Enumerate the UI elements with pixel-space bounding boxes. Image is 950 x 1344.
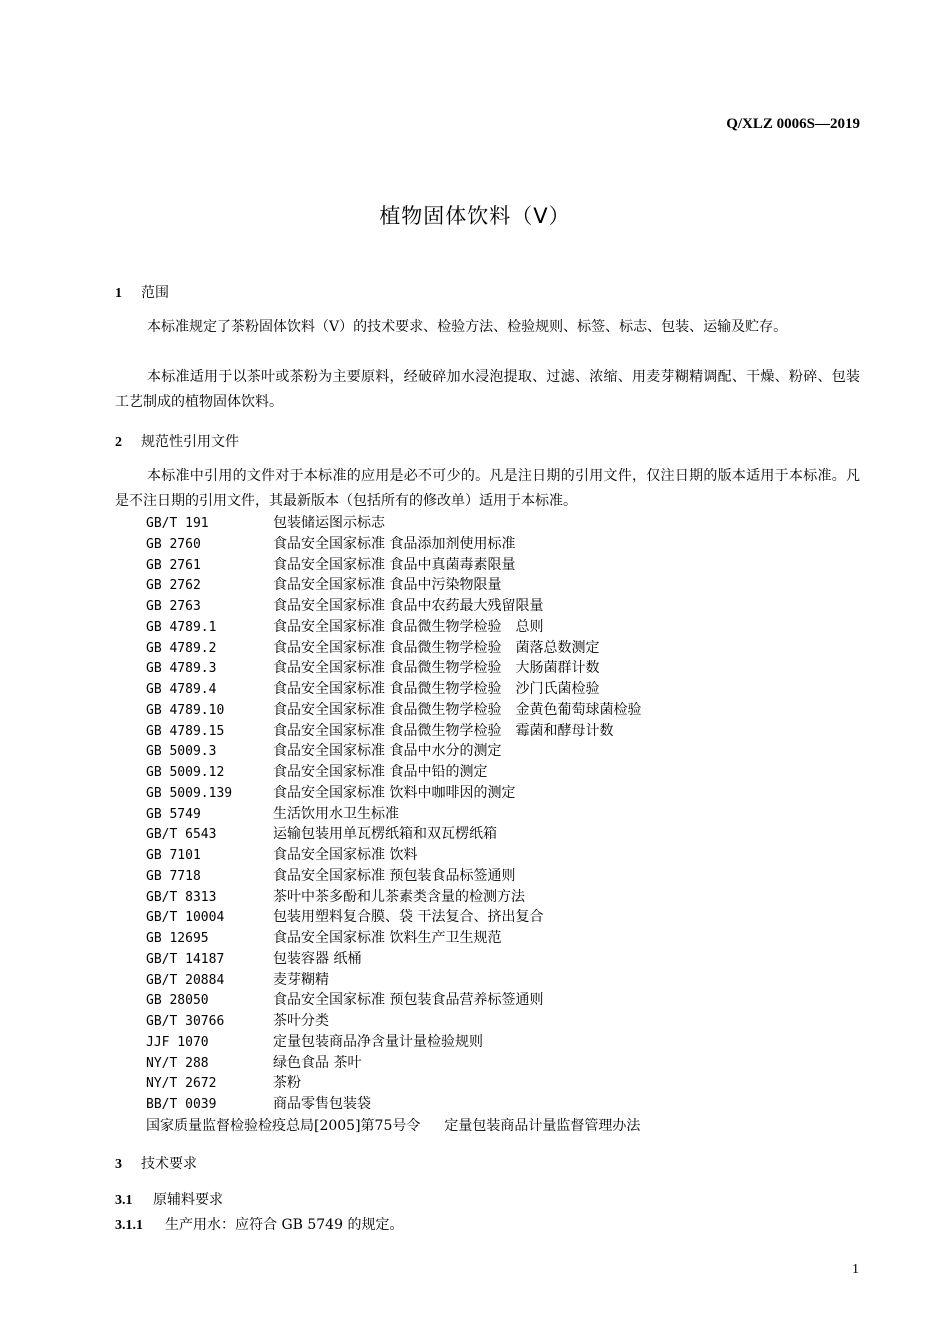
scope-paragraph-1: 本标准规定了茶粉固体饮料（Ⅴ）的技术要求、检验方法、检验规则、标签、标志、包装、运输及贮存。 <box>147 319 788 335</box>
reference-title: 茶叶中茶多酚和儿茶素类含量的检测方法 <box>273 888 525 905</box>
reference-code: 国家质量监督检验检疫总局[2005]第75号令 <box>146 1117 421 1134</box>
reference-code: BB/T 0039 <box>146 1097 217 1112</box>
reference-code: GB 4789.2 <box>146 640 217 656</box>
reference-code: GB 7718 <box>146 868 201 884</box>
reference-item <box>146 1094 641 1115</box>
reference-title: 食品安全国家标准 饮料 <box>273 847 418 863</box>
reference-title: 包装用塑料复合膜、袋 干法复合、挤出复合 <box>273 909 544 926</box>
reference-code: GB 4789.15 <box>146 723 225 739</box>
standard-code: Q/XLZ 0006S—2019 <box>726 116 860 132</box>
section-number: 3 <box>115 1157 122 1172</box>
reference-title: 食品安全国家标准 食品微生物学检验 总则 <box>273 618 544 635</box>
reference-item-decree <box>146 1116 641 1137</box>
reference-item <box>146 783 641 804</box>
reference-title: 食品安全国家标准 饮料中咖啡因的测定 <box>273 784 516 801</box>
reference-list <box>146 513 641 1137</box>
reference-code: JJF 1070 <box>146 1034 209 1050</box>
reference-code: GB 2761 <box>146 557 201 573</box>
reference-title: 麦芽糊精 <box>273 971 329 988</box>
reference-title: 商品零售包装袋 <box>273 1096 371 1112</box>
subsection-text: ：应符合 GB 5749 的规定。 <box>221 1217 404 1233</box>
reference-item <box>146 721 641 742</box>
reference-item <box>146 1032 641 1053</box>
reference-code: GB 5749 <box>146 806 201 822</box>
section-number: 1 <box>115 286 122 301</box>
document-title: 植物固体饮料（Ⅴ） <box>379 204 571 228</box>
reference-code: GB/T 10004 <box>146 910 225 926</box>
page-number: 1 <box>852 1262 859 1277</box>
reference-item <box>146 990 641 1011</box>
reference-item <box>146 824 641 845</box>
reference-title: 食品安全国家标准 食品添加剂使用标准 <box>273 535 516 552</box>
reference-code: NY/T 288 <box>146 1055 209 1071</box>
reference-item <box>146 555 641 576</box>
reference-title: 食品安全国家标准 预包装食品标签通则 <box>273 867 516 884</box>
reference-title: 定量包装商品计量监督管理办法 <box>444 1117 641 1134</box>
reference-code: GB 12695 <box>146 931 209 946</box>
reference-code: GB 5009.12 <box>146 765 225 780</box>
reference-code: GB/T 14187 <box>146 951 225 967</box>
section-1-heading <box>115 282 169 302</box>
reference-code: GB 28050 <box>146 993 209 1009</box>
reference-title: 食品安全国家标准 食品微生物学检验 菌落总数测定 <box>273 639 600 656</box>
reference-title: 食品安全国家标准 食品微生物学检验 霉菌和酵母计数 <box>273 722 614 739</box>
reference-title: 包装容器 纸桶 <box>273 950 362 967</box>
reference-item <box>146 887 641 908</box>
reference-item <box>146 534 641 555</box>
subsection-3-1-1 <box>115 1214 403 1234</box>
reference-item <box>146 949 641 970</box>
reference-item <box>146 845 641 866</box>
subsection-title: 生产用水 <box>165 1217 221 1233</box>
reference-code: GB 7101 <box>146 848 201 863</box>
reference-title: 食品安全国家标准 食品中真菌毒素限量 <box>273 556 516 573</box>
subsection-3-1-heading <box>115 1189 223 1209</box>
reference-code: GB 4789.3 <box>146 661 217 677</box>
subsection-number: 3.1.1 <box>115 1218 143 1233</box>
reference-item <box>146 928 641 949</box>
reference-code: GB 4789.1 <box>146 619 217 635</box>
reference-item <box>146 513 641 534</box>
reference-title: 定量包装商品净含量计量检验规则 <box>273 1033 483 1050</box>
section-2-heading <box>115 431 239 451</box>
reference-code: GB 2763 <box>146 599 201 614</box>
reference-title: 茶叶分类 <box>273 1013 329 1029</box>
reference-title: 生活饮用水卫生标准 <box>273 805 399 822</box>
reference-title: 食品安全国家标准 食品微生物学检验 大肠菌群计数 <box>273 660 600 677</box>
reference-title: 食品安全国家标准 食品中水分的测定 <box>273 743 502 760</box>
section-3-heading <box>115 1153 197 1173</box>
subsection-number: 3.1 <box>115 1193 133 1208</box>
reference-code: GB/T 20884 <box>146 972 225 988</box>
reference-code: GB 4789.10 <box>146 702 225 718</box>
reference-item <box>146 866 641 887</box>
reference-title: 食品安全国家标准 饮料生产卫生规范 <box>273 930 502 946</box>
reference-code: GB/T 6543 <box>146 827 217 843</box>
reference-code: GB/T 191 <box>146 516 209 531</box>
reference-item <box>146 762 641 783</box>
reference-code: GB/T 8313 <box>146 889 217 905</box>
reference-title: 包装储运图示标志 <box>273 515 385 531</box>
references-intro: 本标准中引用的文件对于本标准的应用是必不可少的。凡是注日期的引用文件，仅注日期的版本适用于本标准。凡是不注日期的引用文件，其最新版本（包括所有的修改单）适用于本标准。 <box>115 468 860 509</box>
reference-item <box>146 617 641 638</box>
reference-title: 绿色食品 茶叶 <box>273 1054 362 1071</box>
subsection-title: 原辅料要求 <box>153 1192 223 1208</box>
reference-title: 茶粉 <box>273 1075 301 1092</box>
reference-item <box>146 907 641 928</box>
reference-item <box>146 804 641 825</box>
reference-code: GB 2762 <box>146 578 201 594</box>
reference-code: GB/T 30766 <box>146 1014 225 1029</box>
reference-item <box>146 679 641 700</box>
reference-item <box>146 970 641 991</box>
reference-title: 食品安全国家标准 食品中农药最大残留限量 <box>273 598 544 614</box>
reference-title: 食品安全国家标准 预包装食品营养标签通则 <box>273 992 544 1009</box>
reference-title: 食品安全国家标准 食品微生物学检验 金黄色葡萄球菌检验 <box>273 701 642 718</box>
reference-code: NY/T 2672 <box>146 1076 217 1092</box>
reference-item <box>146 658 641 679</box>
section-title: 规范性引用文件 <box>141 434 239 450</box>
reference-item <box>146 1011 641 1032</box>
reference-item <box>146 596 641 617</box>
reference-item <box>146 1073 641 1094</box>
reference-title: 食品安全国家标准 食品微生物学检验 沙门氏菌检验 <box>273 681 600 697</box>
reference-title: 食品安全国家标准 食品中污染物限量 <box>273 577 502 594</box>
reference-item <box>146 741 641 762</box>
reference-item <box>146 1053 641 1074</box>
reference-title: 运输包装用单瓦楞纸箱和双瓦楞纸箱 <box>273 826 497 843</box>
scope-paragraph-2: 本标准适用于以茶叶或茶粉为主要原料，经破碎加水浸泡提取、过滤、浓缩、用麦芽糊精调配、干燥、粉碎、包装工艺制成的植物固体饮料。 <box>115 369 860 410</box>
reference-code: GB 2760 <box>146 536 201 552</box>
reference-item <box>146 638 641 659</box>
reference-code: GB 4789.4 <box>146 682 217 697</box>
section-title: 范围 <box>141 285 169 301</box>
section-title: 技术要求 <box>141 1156 197 1172</box>
reference-item <box>146 575 641 596</box>
reference-title: 食品安全国家标准 食品中铅的测定 <box>273 764 488 780</box>
section-number: 2 <box>115 435 122 450</box>
reference-code: GB 5009.3 <box>146 744 217 760</box>
reference-item <box>146 700 641 721</box>
reference-code: GB 5009.139 <box>146 785 233 801</box>
